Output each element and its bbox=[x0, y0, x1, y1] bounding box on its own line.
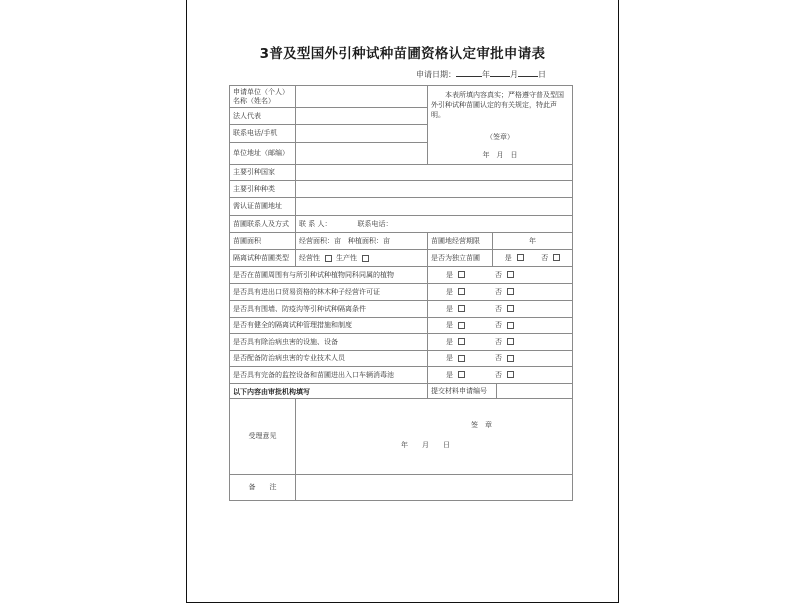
year-blank[interactable] bbox=[456, 68, 482, 77]
no-checkbox[interactable] bbox=[507, 288, 514, 295]
yes-checkbox[interactable] bbox=[458, 338, 465, 345]
nursery-contact-label: 苗圃联系人及方式 bbox=[229, 215, 296, 233]
import-species-field[interactable] bbox=[295, 180, 573, 198]
day-label: 日 bbox=[538, 70, 546, 79]
submission-number-label: 提交材料申请编号 bbox=[427, 383, 497, 399]
yes-checkbox[interactable] bbox=[458, 355, 465, 362]
legal-rep-field[interactable] bbox=[295, 107, 428, 125]
yes-checkbox[interactable] bbox=[458, 322, 465, 329]
no-checkbox[interactable] bbox=[507, 355, 514, 362]
opinion-seal: 签 章 bbox=[471, 421, 492, 429]
no-checkbox[interactable] bbox=[507, 322, 514, 329]
nursery-area-label: 苗圃面积 bbox=[229, 232, 296, 250]
day-blank[interactable] bbox=[518, 68, 538, 77]
application-date-line bbox=[416, 68, 546, 80]
no-checkbox[interactable] bbox=[507, 338, 514, 345]
yes-label: 是 bbox=[446, 337, 453, 346]
nursery-address-field[interactable] bbox=[295, 197, 573, 216]
checklist-item-answer bbox=[427, 350, 573, 367]
document-title: 3普及型国外引种试种苗圃资格认定审批申请表 bbox=[259, 46, 546, 62]
declaration-date: 年 月 日 bbox=[482, 151, 518, 159]
yes-checkbox[interactable] bbox=[458, 371, 465, 378]
no-label: 否 bbox=[541, 253, 549, 262]
yes-checkbox[interactable] bbox=[517, 254, 524, 261]
nursery-contact-field[interactable] bbox=[295, 215, 573, 233]
year-label: 年 bbox=[482, 70, 490, 79]
yes-label: 是 bbox=[446, 370, 453, 379]
approval-header: 以下内容由审批机构填写 bbox=[229, 383, 428, 399]
declaration-text: 本表所填内容真实；严格遵守普及型国外引种试种苗圃认定的有关规定，特此声明。 bbox=[431, 91, 564, 119]
checklist-item-answer bbox=[427, 266, 573, 284]
legal-rep-label: 法人代表 bbox=[229, 107, 296, 125]
independent-nursery-label: 是否为独立苗圃 bbox=[427, 249, 493, 267]
yes-label: 是 bbox=[446, 287, 453, 296]
checklist-item-label: 是否具有进出口贸易资格的林木种子经营许可证 bbox=[229, 283, 428, 301]
no-checkbox[interactable] bbox=[553, 254, 560, 261]
production-checkbox[interactable] bbox=[362, 255, 369, 262]
checklist-item-answer bbox=[427, 300, 573, 318]
remarks-field[interactable] bbox=[295, 474, 573, 501]
no-label: 否 bbox=[495, 354, 502, 362]
production-option-label: 生产性 bbox=[336, 253, 357, 262]
nursery-type-label: 隔离试种苗圃类型 bbox=[229, 249, 296, 267]
yes-label: 是 bbox=[446, 321, 453, 329]
yes-label: 是 bbox=[446, 354, 453, 362]
import-country-label: 主要引种国家 bbox=[229, 164, 296, 181]
checklist-item-label: 是否配备防治病虫害的专业技术人员 bbox=[229, 350, 428, 367]
contact-phone-label: 联系电话： bbox=[357, 219, 393, 228]
yes-label: 是 bbox=[446, 304, 453, 313]
checklist-item-answer bbox=[427, 317, 573, 334]
address-field[interactable] bbox=[295, 142, 428, 165]
nursery-area-field[interactable]: 经营面积：亩 种植面积：亩 bbox=[295, 232, 428, 250]
no-label: 否 bbox=[495, 370, 502, 379]
no-label: 否 bbox=[495, 321, 502, 329]
checklist-item-answer bbox=[427, 333, 573, 351]
applicant-name-field[interactable] bbox=[295, 85, 428, 108]
no-label: 否 bbox=[495, 270, 502, 279]
independent-nursery-field bbox=[492, 249, 573, 267]
operation-term-label: 苗圃地经营期限 bbox=[427, 232, 493, 250]
checklist-item-label: 是否具有完备的监控设备和苗圃进出入口车辆消毒池 bbox=[229, 366, 428, 384]
address-label: 单位地址（邮编） bbox=[229, 142, 296, 165]
opinion-field[interactable] bbox=[295, 398, 573, 475]
checklist-item-label: 是否具有除治病虫害的设施、设备 bbox=[229, 333, 428, 351]
yes-checkbox[interactable] bbox=[458, 305, 465, 312]
yes-checkbox[interactable] bbox=[458, 271, 465, 278]
nursery-type-field bbox=[295, 249, 428, 267]
checklist-item-answer bbox=[427, 366, 573, 384]
phone-label: 联系电话/手机 bbox=[229, 124, 296, 143]
checklist-item-label: 是否具有围墙、防疫沟等引种试种隔离条件 bbox=[229, 300, 428, 318]
remarks-label: 备 注 bbox=[229, 474, 296, 501]
opinion-date: 年 月 日 bbox=[401, 441, 450, 449]
import-country-field[interactable] bbox=[295, 164, 573, 181]
no-label: 否 bbox=[495, 287, 502, 296]
submission-number-field[interactable] bbox=[496, 383, 573, 399]
checklist-item-answer bbox=[427, 283, 573, 301]
month-label: 月 bbox=[510, 70, 518, 79]
yes-label: 是 bbox=[504, 253, 512, 262]
no-checkbox[interactable] bbox=[507, 271, 514, 278]
month-blank[interactable] bbox=[490, 68, 510, 77]
no-checkbox[interactable] bbox=[507, 305, 514, 312]
no-checkbox[interactable] bbox=[507, 371, 514, 378]
declaration-seal: （签章） bbox=[486, 133, 514, 141]
phone-field[interactable] bbox=[295, 124, 428, 143]
date-label: 申请日期： bbox=[416, 70, 456, 79]
checklist-item-label: 是否在苗圃周围有与所引种试种植物同科同属的植物 bbox=[229, 266, 428, 284]
applicant-name-label: 申请单位（个人）名称（姓名） bbox=[229, 85, 296, 108]
no-label: 否 bbox=[495, 304, 502, 313]
checklist-item-label: 是否有健全的隔离试种管理措施和制度 bbox=[229, 317, 428, 334]
yes-checkbox[interactable] bbox=[458, 288, 465, 295]
opinion-label: 受理意见 bbox=[229, 398, 296, 475]
yes-label: 是 bbox=[446, 270, 453, 279]
declaration-box bbox=[427, 85, 573, 165]
business-option-label: 经营性 bbox=[299, 253, 320, 262]
no-label: 否 bbox=[495, 337, 502, 346]
contact-person-label: 联 系 人： bbox=[299, 219, 332, 228]
import-species-label: 主要引种种类 bbox=[229, 180, 296, 198]
business-checkbox[interactable] bbox=[325, 255, 332, 262]
operation-term-field[interactable]: 年 bbox=[492, 232, 573, 250]
nursery-address-label: 需认证苗圃地址 bbox=[229, 197, 296, 216]
